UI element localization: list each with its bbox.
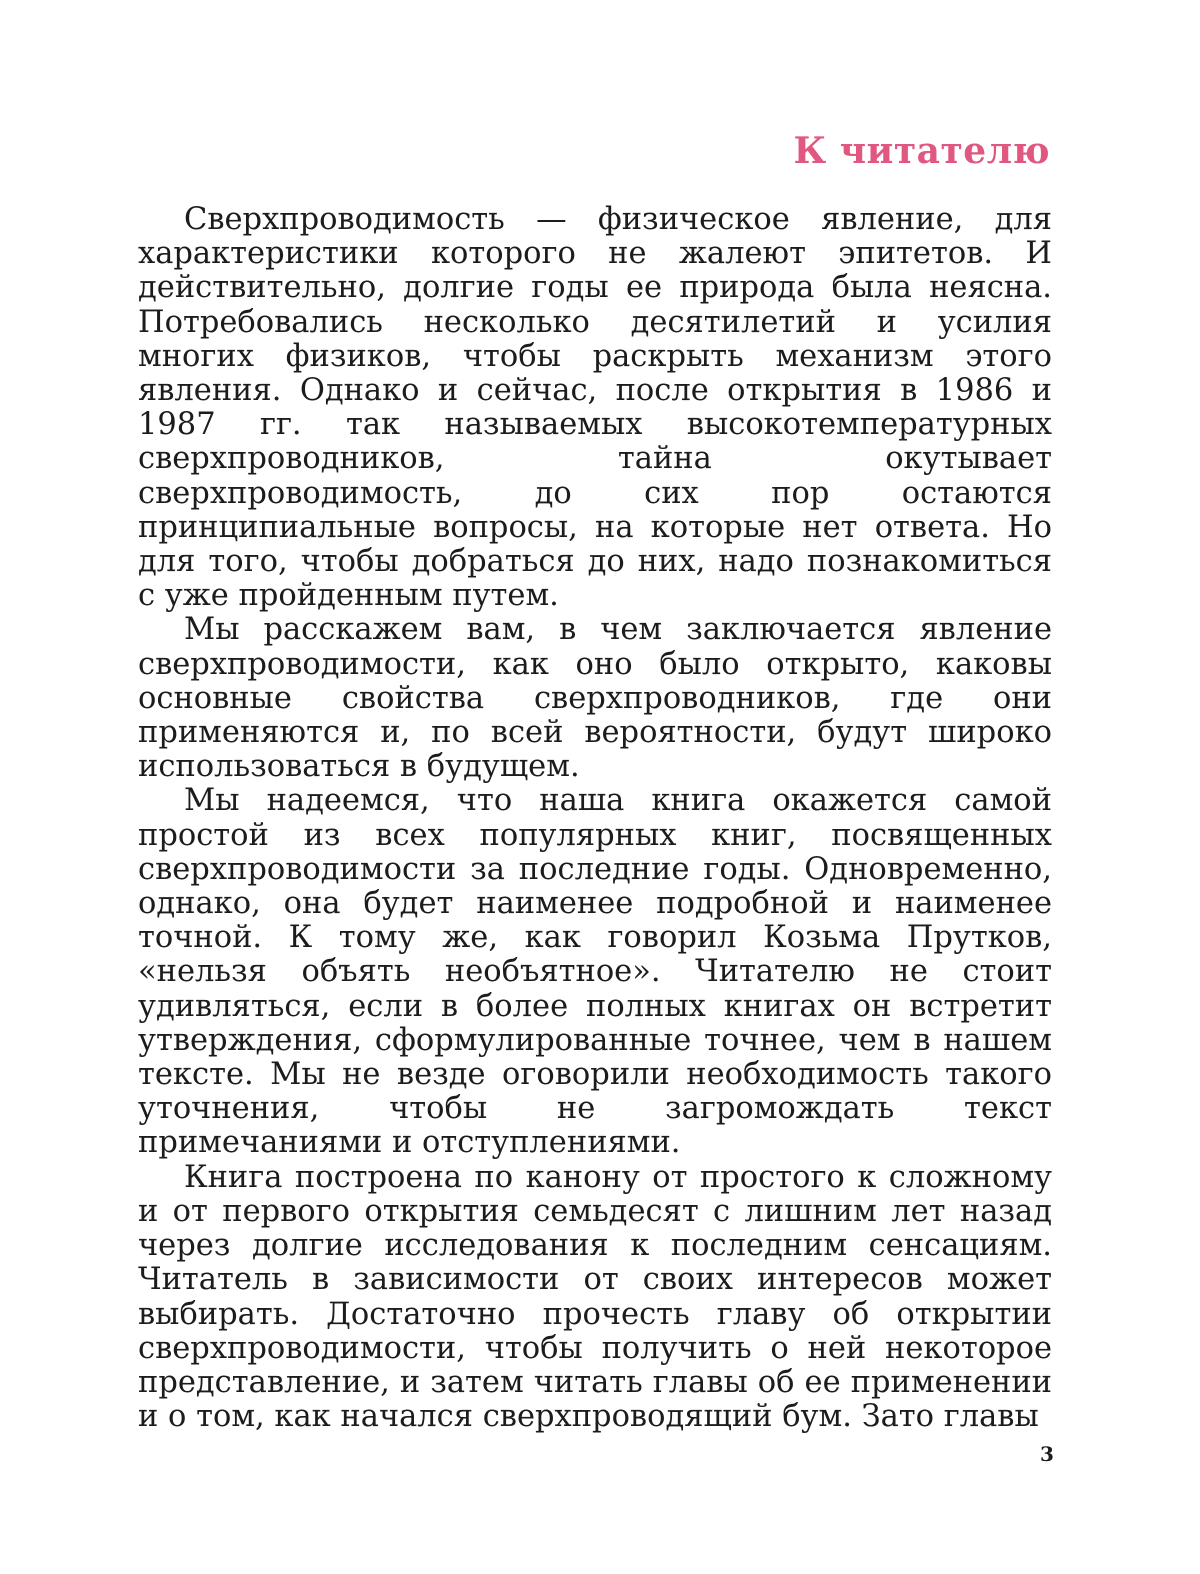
paragraph-4: Книга построена по канону от простого к сложному и от первого открытия семьдесят с лишним лет назад через долгие исследования к последним сенсациям. Читатель в зависимости от своих интересов может выбирать. Достаточно прочесть главу об открытии сверхпроводимости, чтобы получить о ней некоторое представление, и затем читать главы об ее применении и о том, как начался сверхпроводящий бум. Зато главы — [138, 1161, 1052, 1435]
paragraph-1: Сверхпроводимость — физическое явление, для характеристики которого не жалеют эпитетов. И действительно, долгие годы ее природа была неясна. Потребовались несколько десятилетий и усилия многих физиков, чтобы раскрыть механизм этого явления. Однако и сейчас, после открытия в 1986 и 1987 гг. так называемых высокотемпературных сверхпроводников, тайна окутывает сверхпроводимость, до сих пор остаются принципиальные вопросы, на которые нет ответа. Но для того, чтобы добраться до них, надо познакомиться с уже пройденным путем. — [138, 203, 1052, 613]
page-number: 3 — [1040, 1442, 1054, 1466]
book-page — [0, 0, 1200, 1574]
paragraph-2: Мы расскажем вам, в чем заключается явление сверхпроводимости, как оно было открыто, каковы основные свойства сверхпроводников, где они применяются и, по всей вероятности, будут широко использоваться в будущем. — [138, 613, 1052, 784]
body-text — [138, 203, 1052, 1434]
paragraph-3: Мы надеемся, что наша книга окажется самой простой из всех популярных книг, посвященных сверхпроводимости за последние годы. Одновременно, однако, она будет наименее подробной и наименее точной. К тому же, как говорил Козьма Прутков, «нельзя объять необъятное». Читателю не стоит удивляться, если в более полных книгах он встретит утверждения, сформулированные точнее, чем в нашем тексте. Мы не везде оговорили необходимость такого уточнения, чтобы не загромождать текст примечаниями и отступлениями. — [138, 784, 1052, 1160]
chapter-title: К читателю — [794, 130, 1050, 172]
